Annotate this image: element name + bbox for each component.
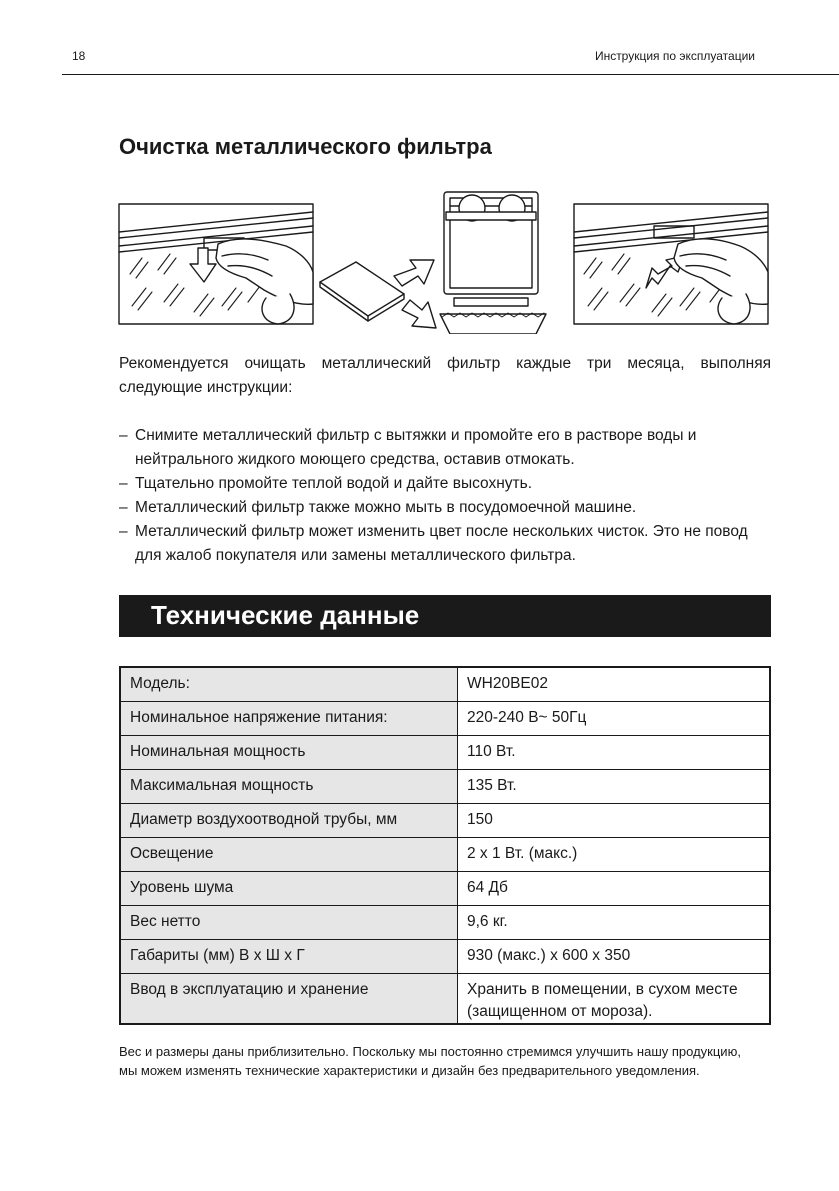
table-row (120, 837, 770, 871)
table-row (120, 769, 770, 803)
table-row (120, 667, 770, 701)
spec-value: 150 (458, 803, 771, 837)
page-number: 18 (72, 49, 86, 63)
spec-label: Освещение (120, 837, 458, 871)
spec-label: Уровень шума (120, 871, 458, 905)
filter-removal-icon (119, 204, 313, 324)
dash-bullet: – (119, 427, 128, 444)
spec-value: 930 (макс.) х 600 х 350 (458, 939, 771, 973)
instruction-text: Снимите металлический фильтр с вытяжки и промойте его в растворе воды и нейтрального жидкого моющего средства, оставив отмокать. (135, 427, 697, 468)
filter-instructions-list (119, 424, 771, 568)
detergent-sponge-icon (320, 262, 404, 321)
spec-value: WH20BE02 (458, 667, 771, 701)
filter-cleaning-illustration (118, 186, 770, 334)
table-row (120, 803, 770, 837)
spec-label: Номинальное напряжение питания: (120, 701, 458, 735)
table-row (120, 939, 770, 973)
table-row (120, 871, 770, 905)
arrow-down-icon (402, 300, 436, 328)
filter-cleaning-title: Очистка металлического фильтра (119, 134, 492, 159)
filter-install-icon (574, 204, 768, 324)
spec-value: 220-240 В~ 50Гц (458, 701, 771, 735)
tech-footnote: Вес и размеры даны приблизительно. Поскольку мы постоянно стремимся улучшить нашу продукцию, мы можем изменять технические характеристики и дизайн без предварительного уведомления. (119, 1044, 741, 1078)
filter-intro-text: Рекомендуется очищать металлический фильтр каждые три месяца, выполняя следующие инструкции: (119, 355, 771, 396)
spec-label: Максимальная мощность (120, 769, 458, 803)
spec-value: Хранить в помещении, в сухом месте (защищенном от мороза). (458, 973, 771, 1024)
spec-value: 135 Вт. (458, 769, 771, 803)
running-title: Инструкция по эксплуатации (594, 49, 755, 63)
instruction-item (119, 496, 771, 520)
tech-data-banner (119, 595, 771, 637)
spec-label: Номинальная мощность (120, 735, 458, 769)
table-row (120, 701, 770, 735)
instruction-text: Металлический фильтр может изменить цвет после нескольких чисток. Это не повод для жалоб покупателя или замены металлического фильтра. (135, 523, 748, 564)
tech-data-title: Технические данные (151, 600, 420, 630)
spec-value: 64 Дб (458, 871, 771, 905)
spec-label: Ввод в эксплуатацию и хранение (120, 973, 458, 1024)
spec-value: 9,6 кг. (458, 905, 771, 939)
table-row (120, 735, 770, 769)
dash-bullet: – (119, 475, 128, 492)
spec-value: 2 х 1 Вт. (макс.) (458, 837, 771, 871)
spec-label: Модель: (120, 667, 458, 701)
instruction-item (119, 424, 771, 472)
spec-label: Вес нетто (120, 905, 458, 939)
spec-label: Габариты (мм) В х Ш х Г (120, 939, 458, 973)
spec-label: Диаметр воздухоотводной трубы, мм (120, 803, 458, 837)
spec-value: 110 Вт. (458, 735, 771, 769)
tech-spec-table (119, 666, 771, 1025)
instruction-item (119, 520, 771, 568)
instruction-text: Металлический фильтр также можно мыть в посудомоечной машине. (135, 499, 637, 516)
dishwasher-icon (440, 192, 546, 334)
arrow-up-icon (394, 260, 434, 286)
instruction-text: Тщательно промойте теплой водой и дайте высохнуть. (135, 475, 533, 492)
table-row (120, 973, 770, 1024)
table-row (120, 905, 770, 939)
dash-bullet: – (119, 499, 128, 516)
dash-bullet: – (119, 523, 128, 540)
page-header (62, 46, 839, 75)
instruction-item (119, 472, 771, 496)
